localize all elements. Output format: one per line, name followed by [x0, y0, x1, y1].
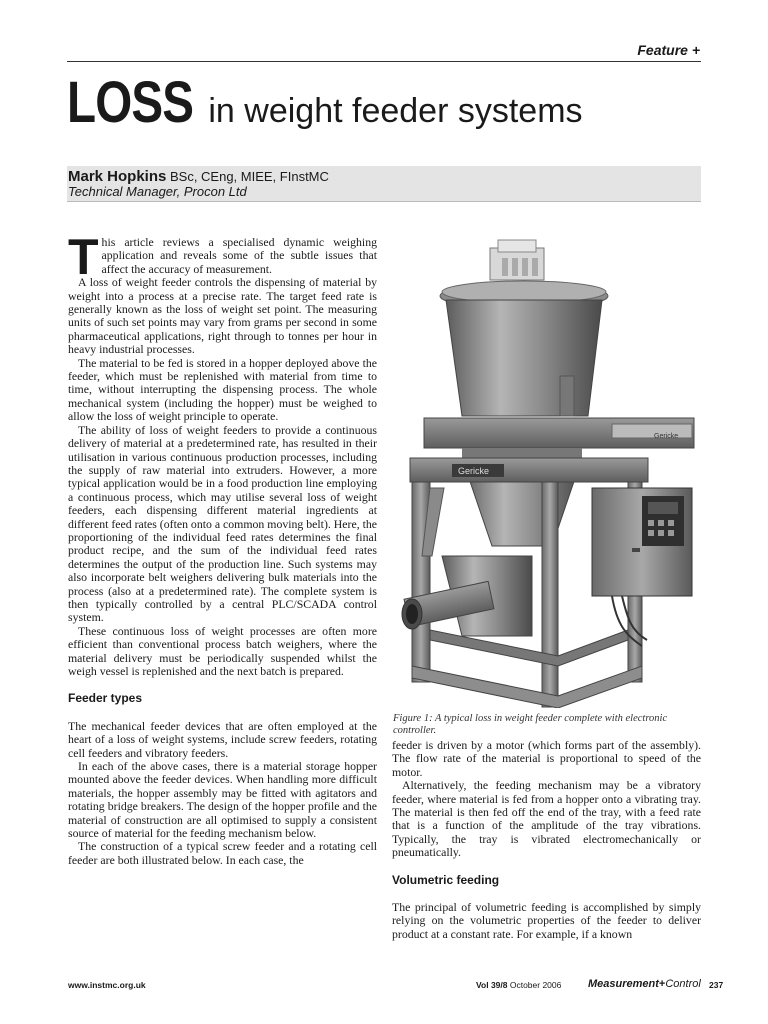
electronic-controller	[592, 488, 692, 596]
figure-feeder-photo	[392, 226, 702, 708]
footer-brand	[588, 978, 701, 990]
agitator-motor	[490, 240, 544, 280]
paragraph: The mechanical feeder devices that are often employed at the heart of a loss of weight systems, include screw feeders, rotating cell feeders and vibratory feeders.	[68, 718, 377, 760]
paragraph-text: his article reviews a specialised dynamic weighing application and reveals some of the subtle issues that affect the accuracy of measurement.	[101, 235, 377, 276]
subheading-volumetric-feeding: Volumetric feeding	[392, 872, 500, 887]
subheading-feeder-types: Feeder types	[68, 691, 143, 706]
paragraph: The principal of volumetric feeding is accomplished by simply relying on the volumetric properties of the feeder to deliver product at a constant rate. For example, if a known	[392, 900, 701, 941]
paragraph: The material to be fed is stored in a hopper deployed above the feeder, which must be replenished with material from time to time, without interrupting the dispensing process. The whole mechanical system (including the hopper) must be weighed to allow the loss of weight principle to operate.	[68, 355, 377, 424]
footer-brand-a: Measurement	[588, 978, 659, 990]
author-role: Technical Manager, Procon Ltd	[68, 184, 247, 199]
title-emphasis: LOSS	[67, 70, 194, 135]
header-rule	[67, 61, 701, 62]
author-credentials: BSc, CEng, MIEE, FInstMC	[166, 169, 329, 184]
page-number: 237	[709, 980, 724, 990]
drop-cap: T	[68, 229, 99, 285]
author-line	[68, 168, 329, 185]
footer-brand-b: Control	[665, 978, 701, 990]
figure-caption: Figure 1: A typical loss in weight feeder complete with electronic controller.	[393, 713, 668, 736]
title-rest: in weight feeder systems	[198, 92, 583, 130]
body-column-left	[68, 229, 378, 867]
footer-date: October 2006	[507, 980, 562, 990]
author-bar	[67, 166, 701, 202]
footer-issue	[476, 980, 561, 990]
section-label: Feature +	[637, 42, 700, 58]
paragraph: The ability of loss of weight feeders to provide a continuous delivery of material at a predetermined rate, has resulted in their utilisation in various continuous production processes, including the supply of raw material into extruders. However, a more typical application would be in a food production line employing a continuous process, which may utilise several loss of weight feeders, each dispensing different material ingredients at different feed rates (often onto a common moving belt). Here, the proportioning of the individual feed rates determines the final product recipe, and the sum of the individual feed rates determines the output of the production line. Such systems may also incorporate belt weighers delivering bulk materials into the process (also at a predetermined rate). The complete system is then typically controlled by a central PLC/SCADA control system.	[68, 422, 378, 625]
paragraph: A loss of weight feeder controls the dispensing of material by weight into a process at a precise rate. The target feed rate is generally known as the loss of weight set point. The measuring units of such set points may vary from grams per second in some pharmaceutical applications, right through to tonnes per hour in heavy industrial processes.	[68, 275, 377, 357]
footer-volume: Vol 39/8	[476, 980, 508, 990]
brand-plate-text-2: Gericke	[654, 433, 679, 440]
paragraph: Alternatively, the feeding mechanism may be a vibratory feeder, where material is fed from a hopper onto a vibrating tray. The material is then fed off the end of the tray, with a feed rate that is a function of the amplitude of the tray vibrations. Typically, the tray is vibrated electromechanically or pneumatically.	[392, 778, 701, 860]
paragraph	[68, 229, 377, 285]
footer-url[interactable]: www.instmc.org.uk	[68, 980, 146, 990]
paragraph: These continuous loss of weight processes are often more efficient than conventional process batch weighers, where the material delivery must be periodically suspended whilst the weigh vessel is replenished and the next batch is prepared.	[68, 623, 377, 678]
body-column-right	[392, 739, 701, 941]
paragraph: In each of the above cases, there is a material storage hopper mounted above the feeder devices. When handling more difficult materials, the hopper assembly may be fitted with agitators and rotating bridge breakers. The design of the hopper profile and the material of construction are all optimised to supply a consistent source of material for the feeding mechanism below.	[68, 759, 377, 841]
paragraph: The construction of a typical screw feeder and a rotating cell feeder are both illustrated below. In each case, the	[68, 839, 377, 867]
feeder-illustration	[392, 226, 702, 708]
paragraph: feeder is driven by a motor (which forms part of the assembly). The flow rate of the material is proportional to speed of the motor.	[392, 738, 701, 779]
footer-brand-plus: +	[658, 978, 666, 990]
article-title	[67, 70, 583, 135]
author-name: Mark Hopkins	[68, 168, 167, 185]
brand-plate-text: Gericke	[458, 466, 490, 476]
